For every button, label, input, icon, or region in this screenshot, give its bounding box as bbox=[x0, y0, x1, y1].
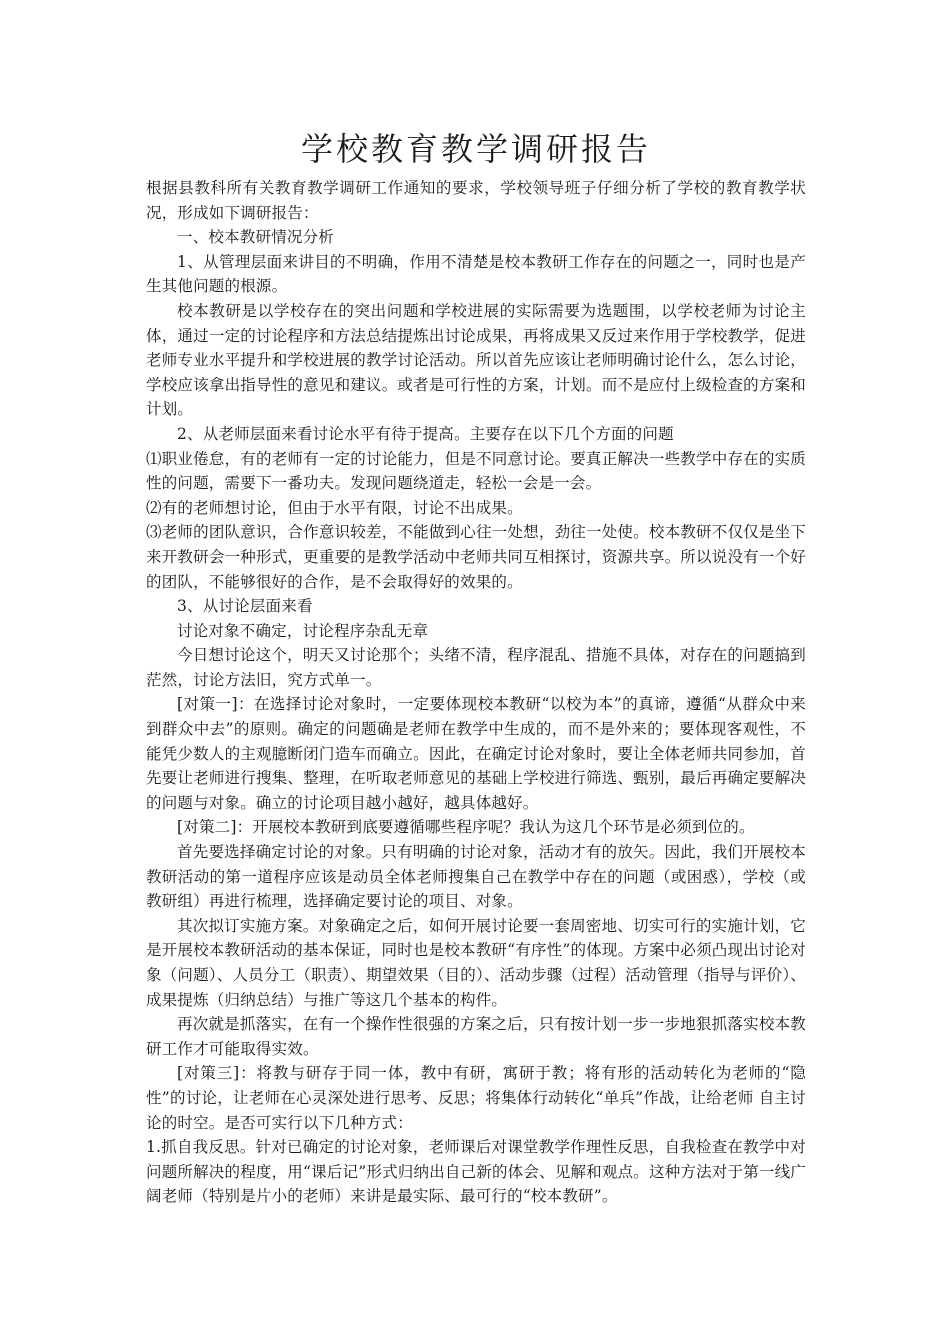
document-page bbox=[146, 126, 806, 1209]
paragraph: 2、从老师层面来看讨论水平有待于提高。主要存在以下几个方面的问题 bbox=[177, 424, 674, 443]
paragraph: 讨论对象不确定，讨论程序杂乱无章 bbox=[177, 621, 429, 640]
paragraph: ⑵有的老师想讨论，但由于水平有限，讨论不出成果。 bbox=[146, 498, 523, 517]
paragraph: ⑴职业倦怠，有的老师有一定的讨论能力，但是不同意讨论。要真正解决一些教学中存在的实质性的问题，需要下一番功夫。发现问题绕道走，轻松一会是一会。 bbox=[146, 449, 806, 493]
paragraph: 1、从管理层面来讲目的不明确，作用不清楚是校本教研工作存在的问题之一，同时也是产生其他问题的根源。 bbox=[146, 252, 806, 296]
paragraph: 今日想讨论这个，明天又讨论那个；头绪不清，程序混乱、措施不具体，对存在的问题搞到茫然，讨论方法旧，究方式单一。 bbox=[146, 646, 806, 689]
paragraph: [对策一]：在选择讨论对象时，一定要体现校本教研“以校为本”的真谛，遵循“从群众中来到群众中去”的原则。确定的问题确是老师在教学中生成的，而不是外来的；要体现客观性，不能凭少数人的主观臆断闭门造车而确立。因此，在确定讨论对象时，要让全体老师共同参加，首先要让老师进行搜集、整理，在听取老师意见的基础上学校进行筛选、甄别，最后再确定要解决的问题与对象。确立的讨论项目越小越好，越具体越好。 bbox=[146, 695, 806, 812]
paragraph: 3、从讨论层面来看 bbox=[177, 597, 313, 616]
paragraph: [对策二]：开展校本教研到底要遵循哪些程序呢？我认为这几个环节是必须到位的。 bbox=[177, 818, 755, 837]
document-body bbox=[146, 176, 806, 1209]
paragraph: 其次拟订实施方案。对象确定之后，如何开展讨论要一套周密地、切实可行的实施计划，它是开展校本教研活动的基本保证，同时也是校本教研“有序性”的体现。方案中必须凸现出讨论对象（问题）、人员分工（职责）、期望效果（目的）、活动步骤（过程）活动管理（指导与评价）、成果提炼（归纳总结）与推广等这几个基本的构件。 bbox=[146, 916, 806, 1009]
paragraph: 再次就是抓落实，在有一个操作性很强的方案之后，只有按计划一步一步地狠抓落实校本教研工作才可能取得实效。 bbox=[146, 1015, 806, 1058]
paragraph: 根据县教科所有关教育教学调研工作通知的要求，学校领导班子仔细分析了学校的教育教学状况，形成如下调研报告： bbox=[146, 179, 806, 222]
document-title: 学校教育教学调研报告 bbox=[300, 130, 651, 168]
paragraph: 一、校本教研情况分析 bbox=[177, 228, 335, 247]
paragraph: 首先要选择确定讨论的对象。只有明确的讨论对象，活动才有的放矢。因此，我们开展校本教研活动的第一道程序应该是动员全体老师搜集自己在教学中存在的问题（或困惑），学校（或教研组）再进行梳理，选择确定要讨论的项目、对象。 bbox=[146, 843, 806, 911]
paragraph: 校本教研是以学校存在的突出问题和学校进展的实际需要为选题围，以学校老师为讨论主体，通过一定的讨论程序和方法总结提炼出讨论成果，再将成果又反过来作用于学校教学，促进老师专业水平提升和学校进展的教学讨论活动。所以首先应该让老师明确讨论什么，怎么讨论，学校应该拿出指导性的意见和建议。或者是可行性的方案，计划。而不是应付上级检查的方案和计划。 bbox=[146, 301, 806, 419]
paragraph: [对策三]：将教与研存于同一体，教中有研，寓研于教；将有形的活动转化为老师的“隐性”的讨论，让老师在心灵深处进行思考、反思；将集体行动转化“单兵”作战，让给老师 自主讨论的时空。是否可实行以下几种方式： bbox=[146, 1064, 806, 1132]
paragraph: ⑶老师的团队意识，合作意识较差，不能做到心往一处想，劲往一处使。校本教研不仅仅是坐下来开教研会一种形式，更重要的是教学活动中老师共同互相探讨，资源共享。所以说没有一个好的团队，不能够很好的合作，是不会取得好的效果的。 bbox=[146, 523, 806, 591]
paragraph: 1.抓自我反思。针对已确定的讨论对象，老师课后对课堂教学作理性反思，自我检查在教学中对问题所解决的程度，用“课后记”形式归纳出自己新的体会、见解和观点。这种方法对于第一线广阔老师（特别是片小的老师）来讲是最实际、最可行的“校本教研”。 bbox=[146, 1138, 806, 1206]
